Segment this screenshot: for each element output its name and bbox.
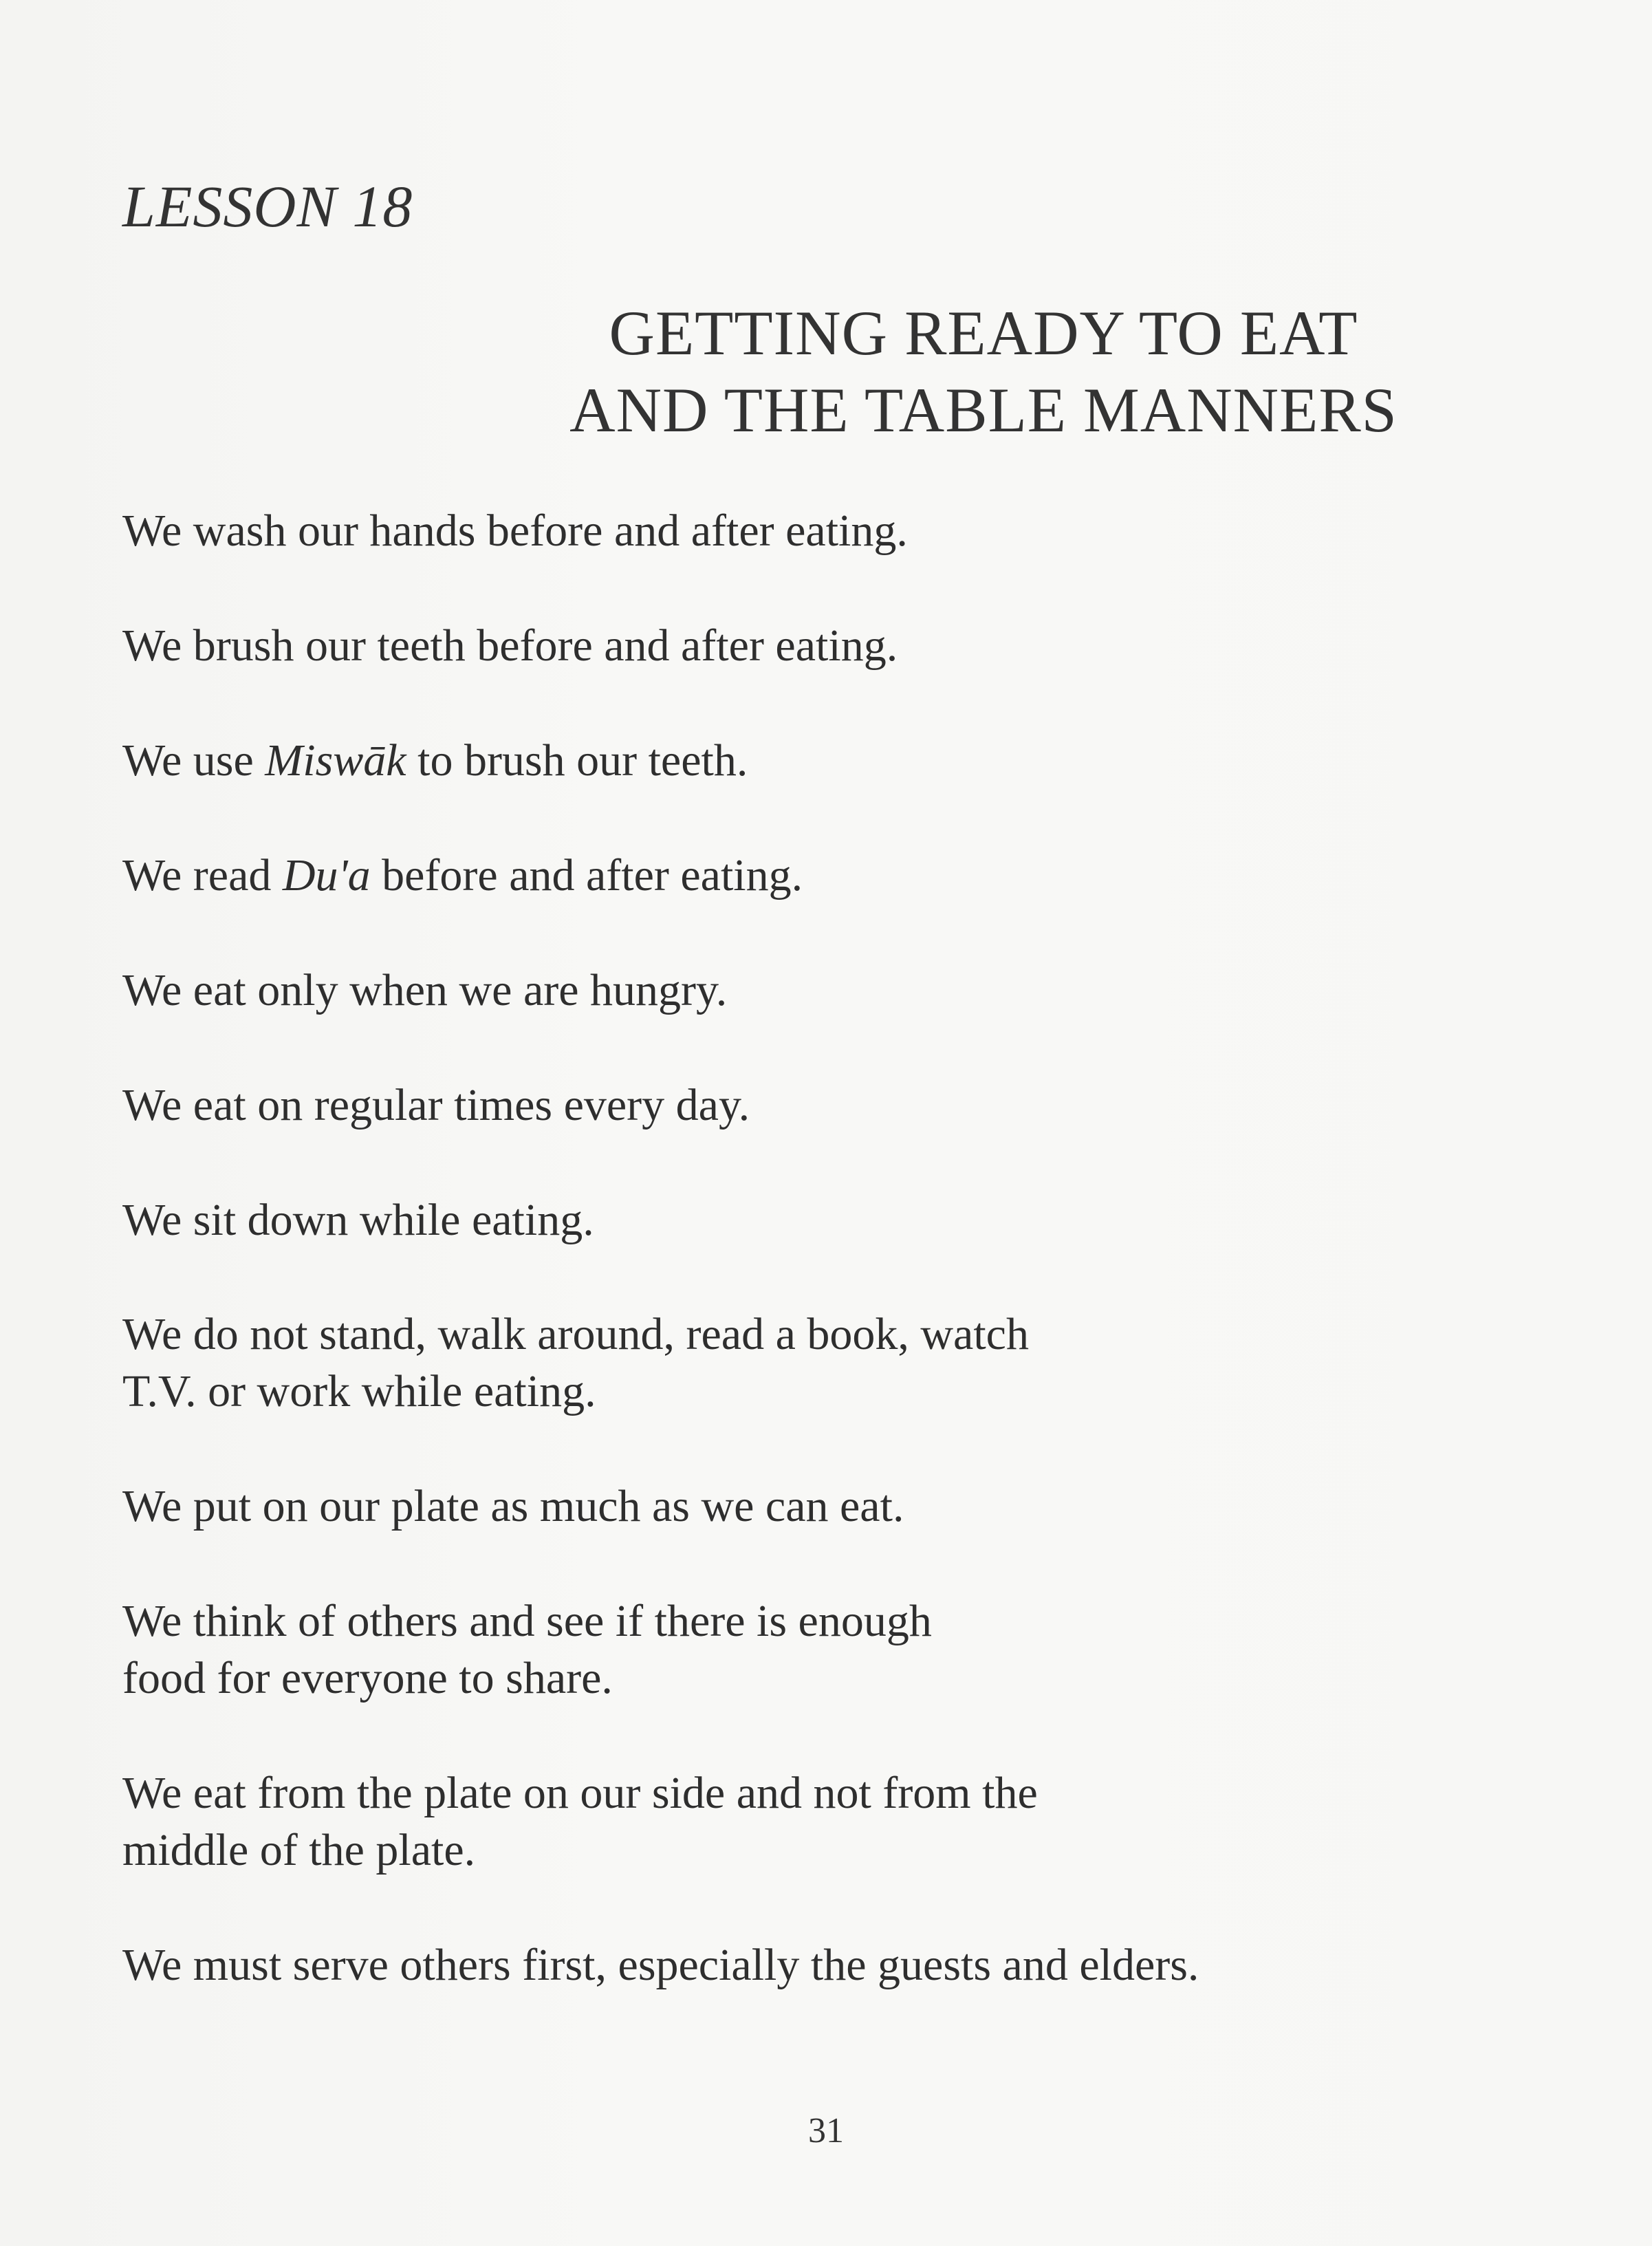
manner-line [122,847,803,905]
manner-line: We sit down while eating. [122,1195,594,1245]
lesson-title-line-1: GETTING READY TO EAT [609,298,1358,368]
manner-line-text: We read [122,850,283,900]
manner-line: We eat only when we are hungry. [122,965,728,1015]
manner-line-italic: Miswāk [265,735,406,786]
manner-line: food for everyone to share. [122,1653,613,1703]
manner-line: We must serve others first, especially the guests and elders. [122,1940,1199,1990]
manner-line: middle of the plate. [122,1825,476,1875]
manner-line [122,732,748,790]
manner-line: We eat on regular times every day. [122,1080,750,1130]
manner-line: We eat from the plate on our side and not from the [122,1768,1038,1818]
manner-line: We wash our hands before and after eating. [122,506,908,556]
manner-line: We brush our teeth before and after eating. [122,620,898,671]
page-number: 31 [808,2111,844,2150]
manner-line: We think of others and see if there is enough [122,1596,932,1646]
lesson-title-line-2: AND THE TABLE MANNERS [569,375,1398,445]
manner-line-text: before and after eating. [370,850,803,900]
manner-line-text: We use [122,735,265,786]
lesson-title [330,294,1637,449]
manner-line: We do not stand, walk around, read a book, watch [122,1309,1029,1359]
lesson-label: LESSON 18 [122,173,413,239]
manner-line: We put on our plate as much as we can eat. [122,1481,904,1531]
manner-line: T.V. or work while eating. [122,1366,596,1416]
manner-line-italic: Du'a [282,850,371,900]
manner-line-text: to brush our teeth. [406,735,748,786]
